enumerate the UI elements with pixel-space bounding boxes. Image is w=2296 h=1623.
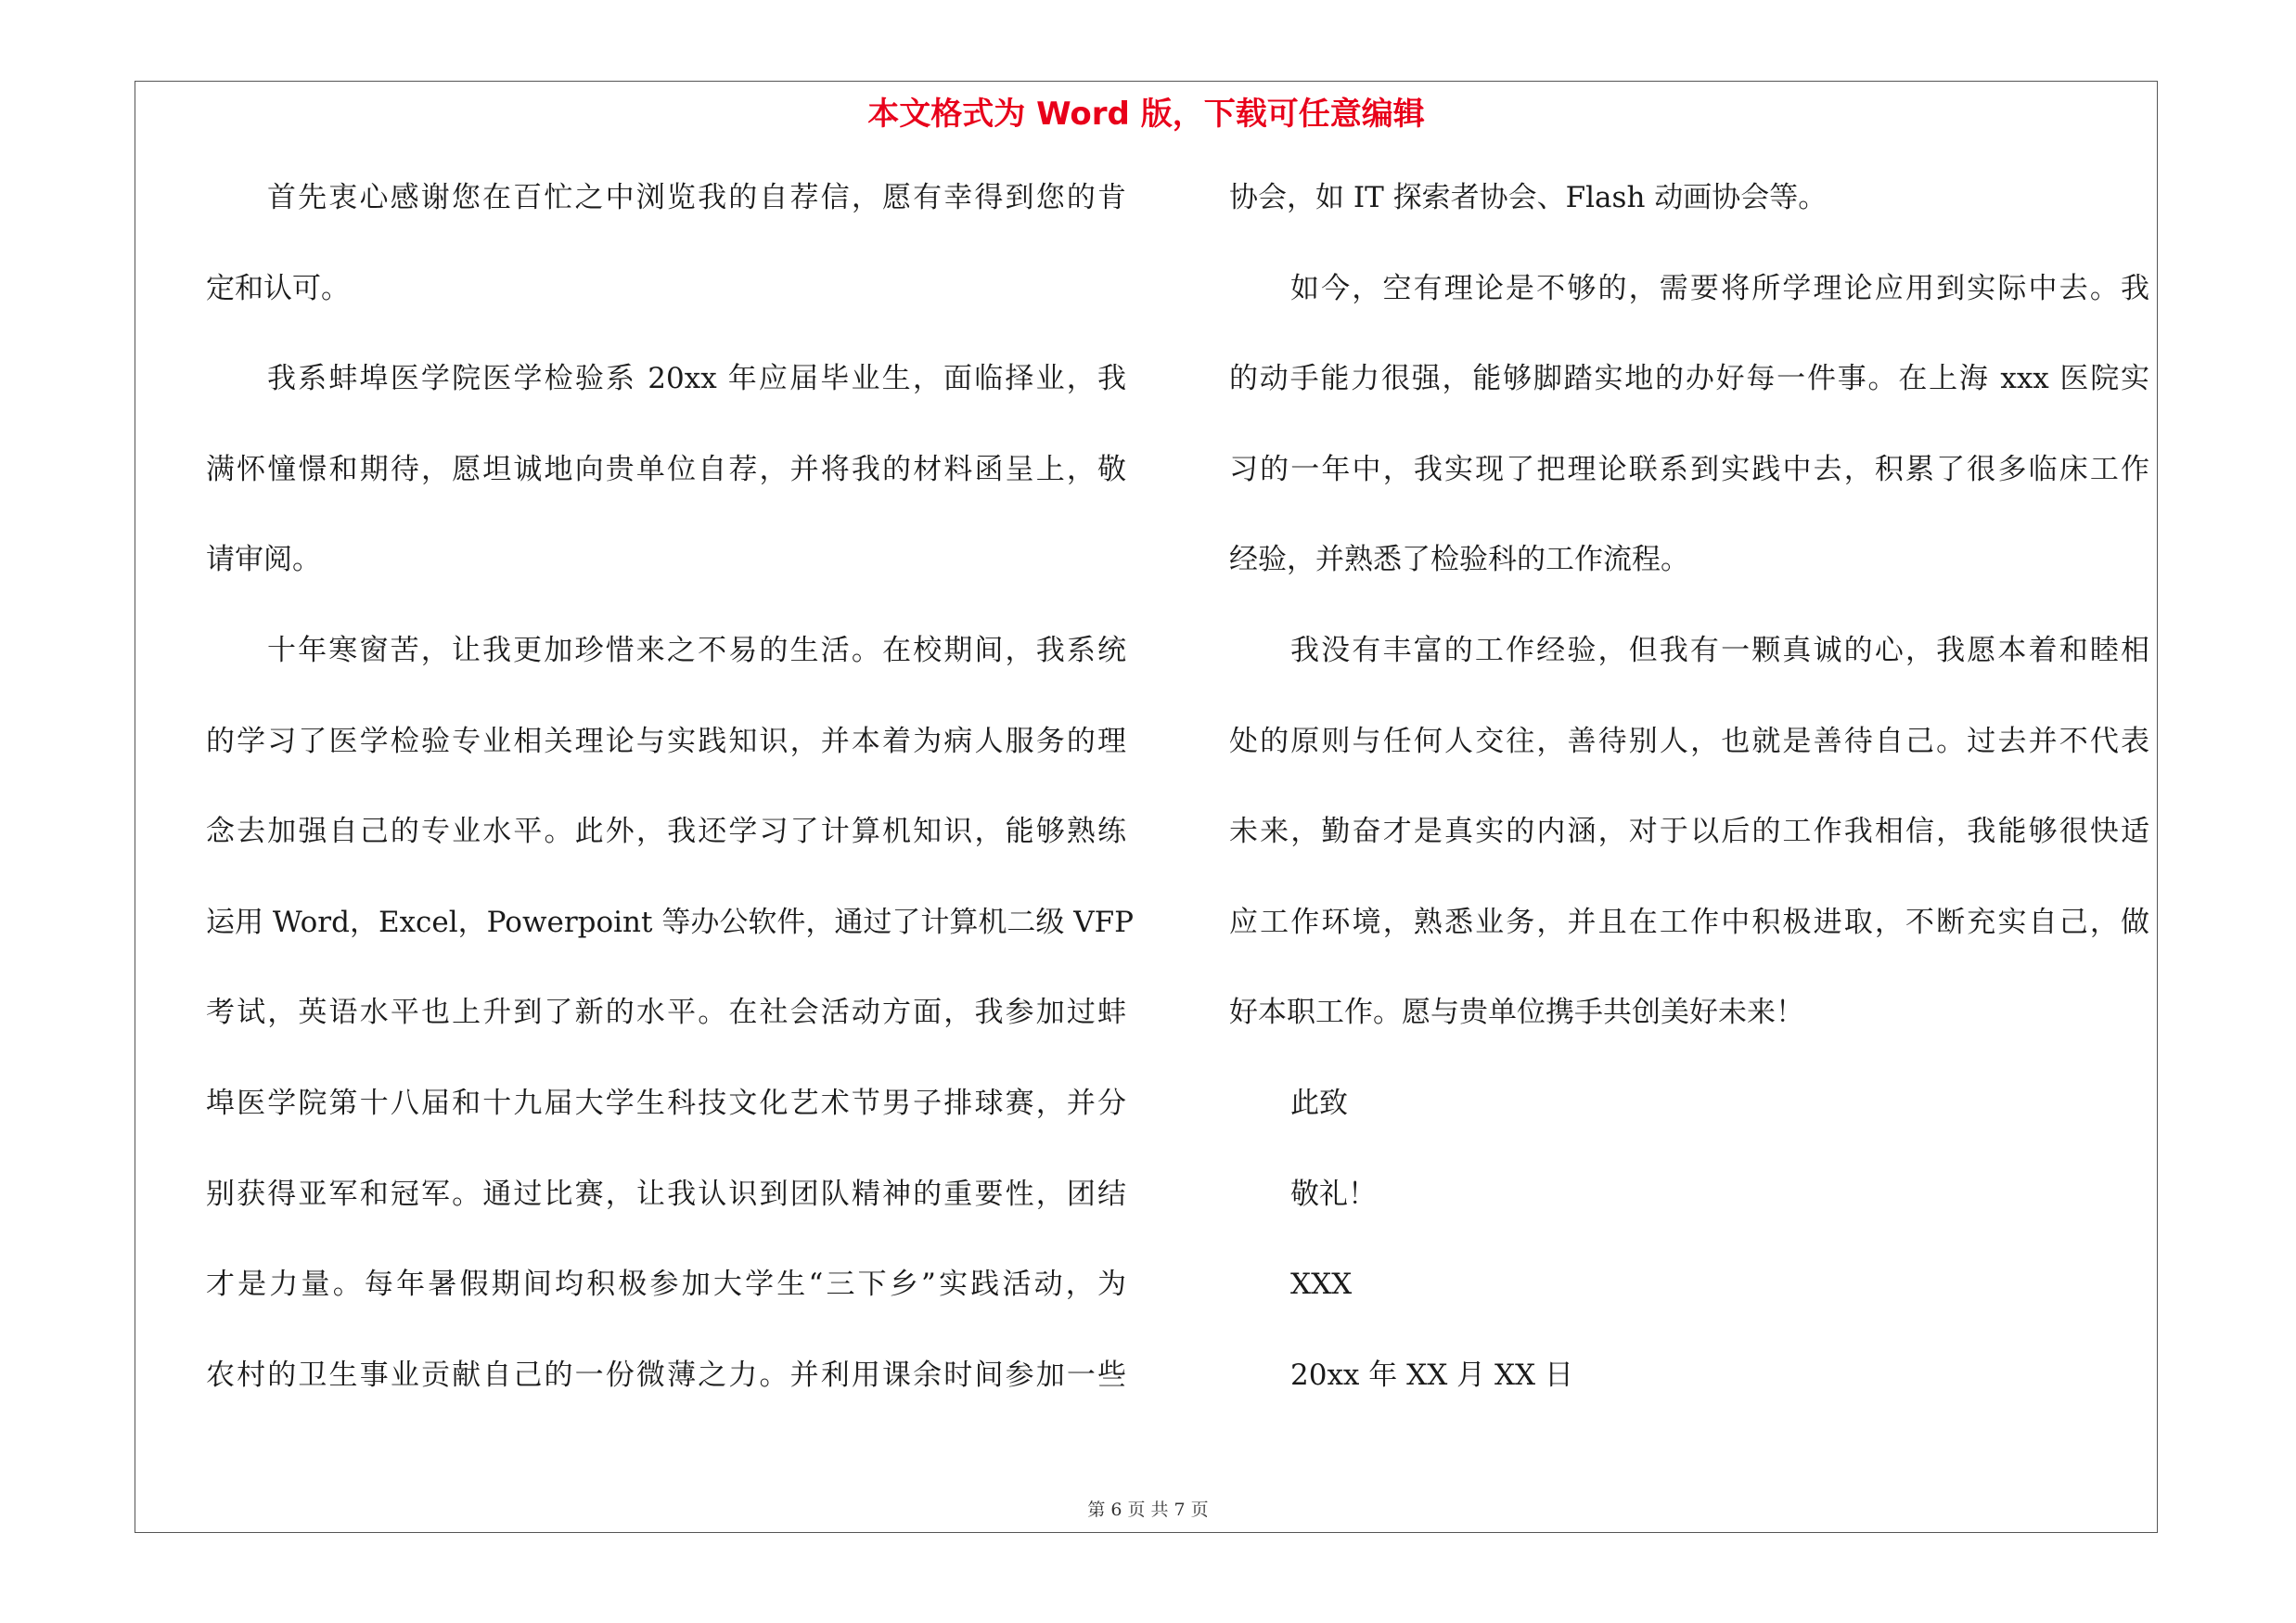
text-line: 念去加强自己的专业水平。此外，我还学习了计算机知识，能够熟练 bbox=[206, 815, 1126, 849]
text-line: 别获得亚军和冠军。通过比赛，让我认识到团队精神的重要性，团结 bbox=[206, 1177, 1126, 1211]
text-line: 好本职工作。愿与贵单位携手共创美好未来！ bbox=[1229, 996, 1804, 1030]
text-line: 如今，空有理论是不够的，需要将所学理论应用到实际中去。我 bbox=[1290, 271, 2149, 305]
text-line: 习的一年中，我实现了把理论联系到实践中去，积累了很多临床工作 bbox=[1229, 452, 2149, 486]
text-line: 定和认可。 bbox=[206, 271, 350, 305]
text-line: 未来，勤奋才是真实的内涵，对于以后的工作我相信，我能够很快适 bbox=[1229, 815, 2149, 849]
text-line: 满怀憧憬和期待，愿坦诚地向贵单位自荐，并将我的材料函呈上，敬 bbox=[206, 452, 1126, 486]
text-line: 经验，并熟悉了检验科的工作流程。 bbox=[1229, 543, 1689, 577]
text-line: 敬礼！ bbox=[1290, 1177, 1377, 1211]
text-line: 埠医学院第十八届和十九届大学生科技文化艺术节男子排球赛，并分 bbox=[206, 1086, 1126, 1120]
page-number-footer: 第 6 页 共 7 页 bbox=[1087, 1500, 1209, 1520]
text-line: 应工作环境，熟悉业务，并且在工作中积极进取，不断充实自己，做 bbox=[1229, 905, 2149, 939]
format-banner: 本文格式为 Word 版，下载可任意编辑 bbox=[867, 96, 1425, 133]
text-line: 十年寒窗苦，让我更加珍惜来之不易的生活。在校期间，我系统 bbox=[267, 633, 1126, 667]
text-line: 的动手能力很强，能够脚踏实地的办好每一件事。在上海 xxx 医院实 bbox=[1229, 362, 2149, 396]
text-line: 才是力量。每年暑假期间均积极参加大学生“三下乡”实践活动，为 bbox=[206, 1268, 1126, 1302]
text-line: 20xx 年 XX 月 XX 日 bbox=[1290, 1358, 1573, 1392]
text-line: 处的原则与任何人交往，善待别人，也就是善待自己。过去并不代表 bbox=[1229, 724, 2149, 758]
text-line: 首先衷心感谢您在百忙之中浏览我的自荐信，愿有幸得到您的肯 bbox=[267, 181, 1126, 214]
text-line: 我没有丰富的工作经验，但我有一颗真诚的心，我愿本着和睦相 bbox=[1290, 633, 2149, 667]
text-line: 请审阅。 bbox=[206, 543, 321, 577]
text-line: 的学习了医学检验专业相关理论与实践知识，并本着为病人服务的理 bbox=[206, 724, 1126, 758]
text-line: 我系蚌埠医学院医学检验系 20xx 年应届毕业生，面临择业，我 bbox=[267, 362, 1126, 396]
letter-column-left bbox=[206, 181, 1134, 1449]
text-line: 此致 bbox=[1290, 1086, 1348, 1120]
text-line: 考试，英语水平也上升到了新的水平。在社会活动方面，我参加过蚌 bbox=[206, 996, 1126, 1030]
text-line: 运用 Word，Excel，Powerpoint 等办公软件，通过了计算机二级 VFP bbox=[206, 905, 1134, 939]
text-line: 农村的卫生事业贡献自己的一份微薄之力。并利用课余时间参加一些 bbox=[206, 1358, 1126, 1392]
letter-column-right bbox=[1229, 182, 2149, 1449]
text-line: 协会，如 IT 探索者协会、Flash 动画协会等。 bbox=[1229, 181, 1828, 214]
text-line: XXX bbox=[1290, 1268, 1353, 1302]
